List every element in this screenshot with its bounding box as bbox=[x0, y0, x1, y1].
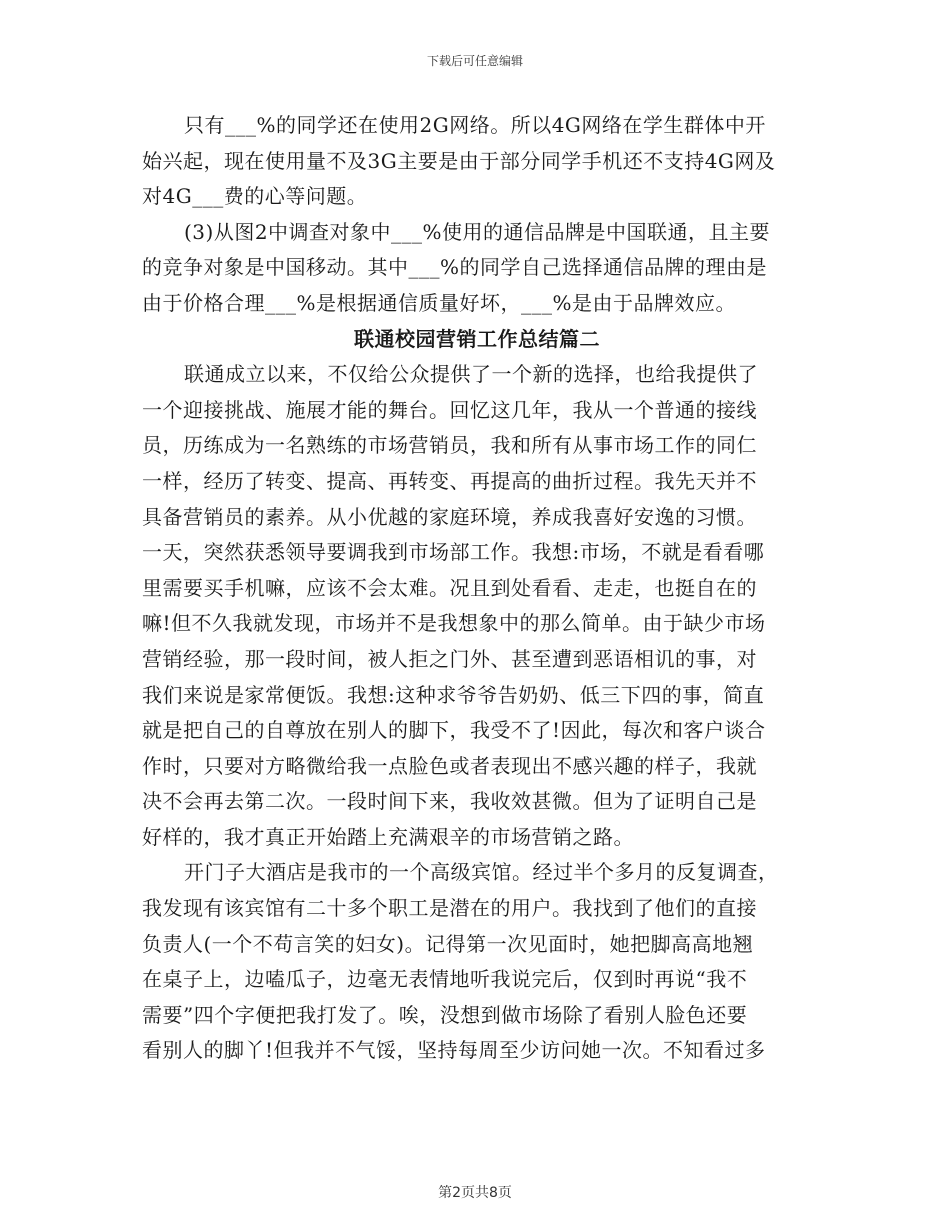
text-line: 里需要买手机嘛，应该不会太难。况且到处看看、走走，也挺自在的 bbox=[142, 575, 757, 600]
text-line: 只有___%的同学还在使用2G网络。所以4G网络在学生群体中开 bbox=[184, 113, 766, 137]
text-line: 嘛!但不久我就发现，市场并不是我想象中的那么简单。由于缺少市场 bbox=[142, 611, 766, 636]
text-line: 负责人(一个不苟言笑的妇女)。记得第一次见面时，她把脚高高地翘 bbox=[142, 931, 754, 956]
text-line: 需要”四个字便把我打发了。唉，没想到做市场除了看别人脸色还要 bbox=[142, 1002, 748, 1027]
text-line: 我发现有该宾馆有二十多个职工是潜在的用户。我找到了他们的直接 bbox=[142, 896, 757, 921]
page-header: 下载后可任意编辑 bbox=[426, 54, 523, 68]
section-title: 联通校园营销工作总结篇二 bbox=[354, 326, 600, 351]
text-line: 一样，经历了转变、提高、再转变、再提高的曲折过程。我先天并不 bbox=[142, 468, 757, 493]
text-line: 员，历练成为一名熟练的市场营销员，我和所有从事市场工作的同仁 bbox=[142, 433, 757, 458]
text-line: 一个迎接挑战、施展才能的舞台。回忆这几年，我从一个普通的接线 bbox=[142, 397, 757, 422]
text-line: 在桌子上，边嗑瓜子，边毫无表情地听我说完后，仅到时再说“我不 bbox=[142, 967, 748, 992]
text-line: 看别人的脚丫!但我并不气馁，坚持每周至少访问她一次。不知看过多 bbox=[142, 1038, 766, 1063]
text-line: 的竞争对象是中国移动。其中___%的同学自己选择通信品牌的理由是 bbox=[142, 255, 768, 280]
text-line: 始兴起，现在使用量不及3G主要是由于部分同学手机还不支持4G网及 bbox=[142, 148, 776, 173]
text-line: 一天，突然获悉领导要调我到市场部工作。我想:市场，不就是看看哪 bbox=[142, 540, 765, 565]
text-line: 就是把自己的自尊放在别人的脚下，我受不了!因此，每次和客户谈合 bbox=[142, 718, 766, 743]
text-line: 对4G___费的心等问题。 bbox=[142, 184, 368, 209]
paragraph-intro bbox=[142, 357, 812, 855]
text-line: 决不会再去第二次。一段时间下来，我收效甚微。但为了证明自己是 bbox=[142, 789, 757, 814]
paragraph-survey-results-b bbox=[142, 215, 812, 322]
text-line: 由于价格合理___%是根据通信质量好坏，___%是由于品牌效应。 bbox=[142, 290, 737, 315]
text-line: 开门子大酒店是我市的一个高级宾馆。经过半个多月的反复调查， bbox=[184, 860, 779, 885]
document-body bbox=[142, 108, 812, 1069]
paragraph-hotel-story bbox=[142, 855, 812, 1069]
text-line: 我们来说是家常便饭。我想:这种求爷爷告奶奶、低三下四的事，简直 bbox=[142, 682, 765, 707]
text-line: 好样的，我才真正开始踏上充满艰辛的市场营销之路。 bbox=[142, 824, 634, 849]
text-line: 作时，只要对方略微给我一点脸色或者表现出不感兴趣的样子，我就 bbox=[142, 753, 757, 778]
paragraph-survey-results-a bbox=[142, 108, 812, 215]
text-line: 营销经验，那一段时间，被人拒之门外、甚至遭到恶语相讥的事，对 bbox=[142, 646, 757, 671]
page-footer: 第2页共8页 bbox=[438, 1185, 512, 1201]
text-line: (3)从图2中调查对象中___%使用的通信品牌是中国联通，且主要 bbox=[184, 219, 771, 244]
text-line: 具备营销员的素养。从小优越的家庭环境，养成我喜好安逸的习惯。 bbox=[142, 504, 757, 529]
text-line: 联通成立以来，不仅给公众提供了一个新的选择，也给我提供了 bbox=[184, 362, 758, 387]
